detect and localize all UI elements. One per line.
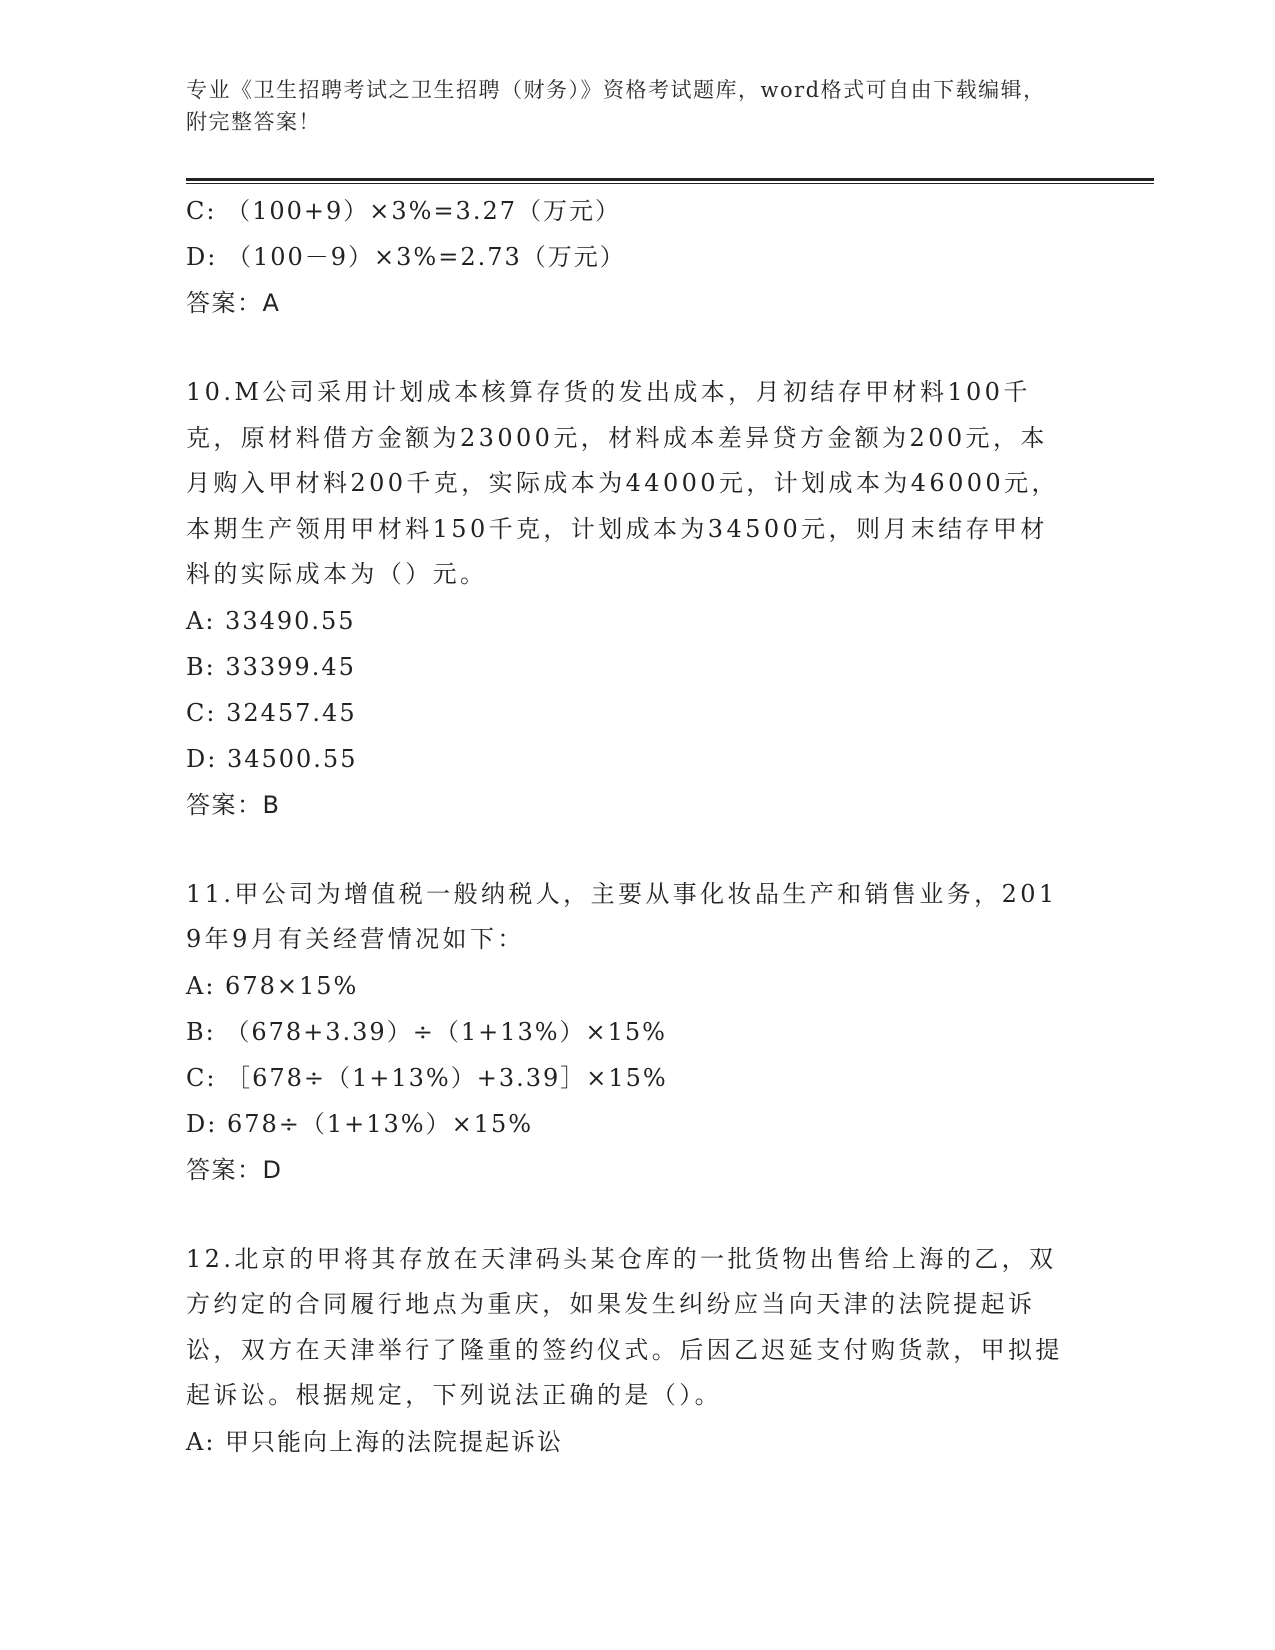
prev-option-d: D: （100－9）×3%=2.73（万元） xyxy=(186,243,626,271)
header-rule-thick xyxy=(186,178,1154,181)
question-11-option-a: A: 678×15% xyxy=(186,971,359,1000)
prev-option-c: C: （100+9）×3%=3.27（万元） xyxy=(186,197,621,225)
spacer xyxy=(186,1193,1066,1237)
question-10-option-a: A: 33490.55 xyxy=(186,606,356,635)
question-12-option-a: A: 甲只能向上海的法院提起诉讼 xyxy=(186,1427,564,1456)
question-11-text: 11.甲公司为增值税一般纳税人，主要从事化妆品生产和销售业务，2019年9月有关经营情况如下： xyxy=(186,879,1058,953)
question-11-answer: 答案：D xyxy=(186,1155,283,1184)
question-12-text: 12.北京的甲将其存放在天津码头某仓库的一批货物出售给上海的乙，双方约定的合同履行地点为重庆，如果发生纠纷应当向天津的法院提起诉讼，双方在天津举行了隆重的签约仪式。后因乙迟延支付购货款，甲拟提起诉讼。根据规定，下列说法正确的是（）。 xyxy=(186,1244,1063,1409)
question-11-option-c: C: ［678÷（1+13%）+3.39］×15% xyxy=(186,1063,668,1092)
question-10-option-b: B: 33399.45 xyxy=(186,652,356,681)
question-10-text: 10.M公司采用计划成本核算存货的发出成本，月初结存甲材料100千克，原材料借方金额为23000元，材料成本差异贷方金额为200元，本月购入甲材料200千克，实际成本为44000元，计划成本为46000元，本期生产领用甲材料150千克，计划成本为34500元，则月末结存甲材料的实际成本为（）元。 xyxy=(186,378,1059,588)
question-10-option-d: D: 34500.55 xyxy=(186,744,358,773)
question-11-option-d: D: 678÷（1+13%）×15% xyxy=(186,1109,534,1138)
spacer xyxy=(186,828,1066,872)
document-body xyxy=(186,188,1066,1465)
question-11-option-b: B: （678+3.39）÷（1+13%）×15% xyxy=(186,1017,667,1046)
prev-answer: 答案：A xyxy=(186,289,281,317)
spacer xyxy=(186,326,1066,370)
document-header: 专业《卫生招聘考试之卫生招聘（财务）》资格考试题库，word格式可自由下载编辑，附完整答案！ xyxy=(186,78,1046,134)
header-rule-thin xyxy=(186,183,1154,184)
question-10-answer: 答案：B xyxy=(186,790,281,819)
question-10-option-c: C: 32457.45 xyxy=(186,698,357,727)
